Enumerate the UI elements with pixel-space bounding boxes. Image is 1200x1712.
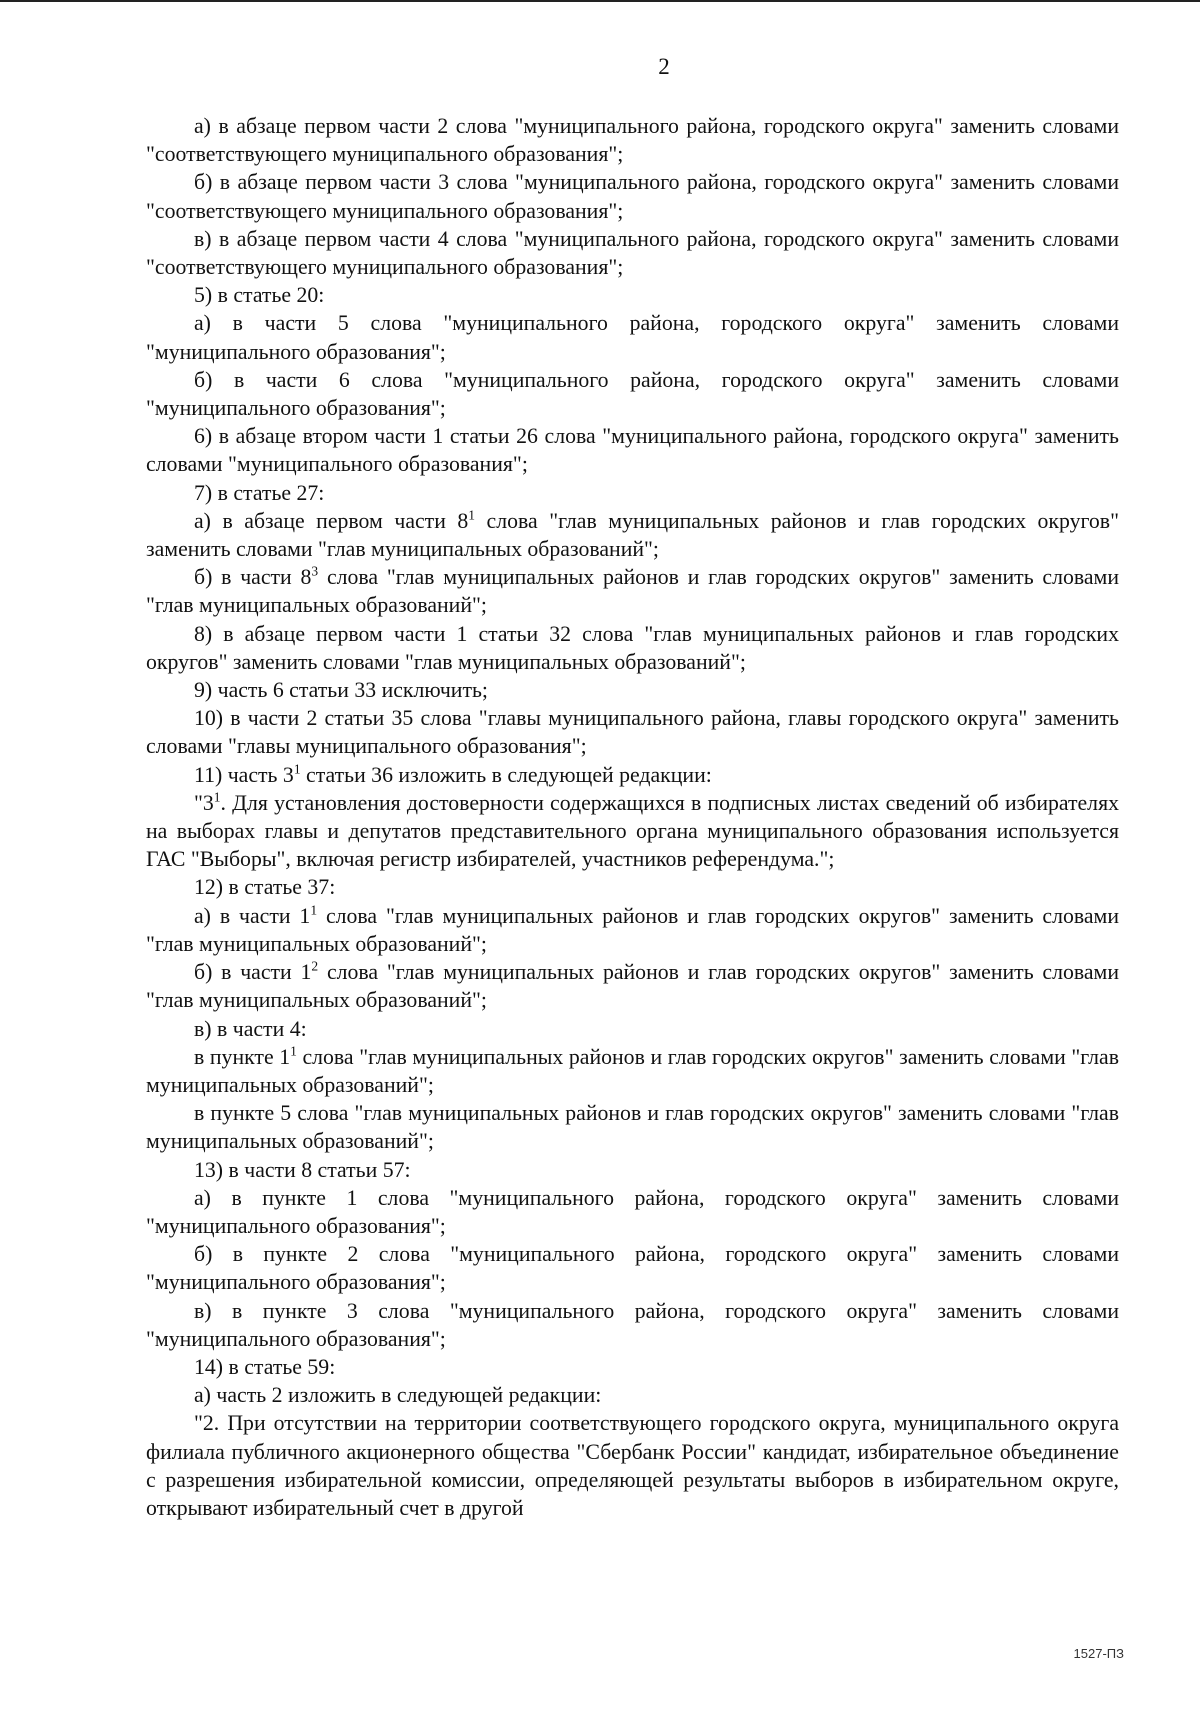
paragraph-text: в) в пункте 3 слова "муниципального района, городского округа" заменить словами "муниципального образования"; [146, 1298, 1119, 1351]
superscript: 1 [290, 1043, 297, 1059]
paragraph-text: б) в абзаце первом части 3 слова "муниципального района, городского округа" заменить словами "соответствующего муниципального образования"; [146, 170, 1119, 223]
superscript: 1 [213, 789, 221, 805]
paragraph [146, 112, 1119, 168]
paragraph-text: 13) в части 8 статьи 57: [194, 1157, 411, 1182]
paragraph-text: статьи 36 изложить в следующей редакции: [300, 762, 712, 787]
paragraph [146, 1381, 1119, 1409]
paragraph-text: слова "глав муниципальных районов и глав городских округов" заменить словами "глав муниципальных образований"; [146, 508, 1119, 562]
paragraph [146, 1099, 1119, 1155]
paragraph [146, 1240, 1119, 1296]
page-number: 2 [658, 54, 670, 79]
paragraph-text: 7) в статье 27: [194, 480, 325, 505]
paragraph-text: слова "глав муниципальных районов и глав городских округов" заменить словами "глав муниципальных образований"; [146, 903, 1119, 956]
paragraph-text: в) в части 4: [194, 1016, 307, 1041]
paragraph [146, 873, 1119, 901]
superscript: 3 [311, 563, 319, 579]
paragraph [146, 620, 1119, 676]
paragraph-text: в) в абзаце первом части 4 слова "муниципального района, городского округа" заменить словами "соответствующего муниципального образования"; [146, 226, 1119, 280]
paragraph-text: 11) часть 3 [194, 762, 294, 787]
paragraph-text: . Для установления достоверности содержащихся в подписных листах сведений об избирателях на выборах главы и депутатов представительного органа муниципального образования используется ГАС "Выборы", включая регистр избирателей, участников референдума."; [146, 790, 1119, 872]
document-code: 1527-ПЗ [1073, 1646, 1124, 1661]
paragraph-text: 10) в части 2 статьи 35 слова "главы муниципального района, главы городского округа" заменить словами "главы муниципального образования"; [146, 706, 1119, 759]
paragraph [146, 309, 1119, 365]
paragraph [146, 704, 1119, 760]
paragraph-text: 8) в абзаце первом части 1 статьи 32 слова "глав муниципальных районов и глав городских округов" заменить словами "глав муниципальных образований"; [146, 621, 1119, 674]
paragraph [146, 902, 1119, 958]
paragraph [146, 1043, 1119, 1099]
paragraph [146, 1409, 1119, 1522]
paragraph-text: а) в пункте 1 слова "муниципального района, городского округа" заменить словами "муниципального образования"; [146, 1185, 1119, 1238]
paragraph-text: а) в части 1 [194, 903, 311, 928]
paragraph-text: б) в пункте 2 слова "муниципального района, городского округа" заменить словами "муниципального образования"; [146, 1242, 1119, 1295]
paragraph-text: в пункте 5 слова "глав муниципальных районов и глав городских округов" заменить словами "глав муниципальных образований"; [146, 1101, 1119, 1154]
paragraph-text: б) в части 6 слова "муниципального района, городского округа" заменить словами "муниципального образования"; [146, 367, 1119, 421]
paragraph-text: слова "глав муниципальных районов и глав городских округов" заменить словами "глав муниципальных образований"; [146, 1044, 1119, 1097]
paragraph [146, 1297, 1119, 1353]
superscript: 1 [468, 507, 476, 523]
paragraph [146, 958, 1119, 1014]
paragraph-text: "3 [194, 790, 214, 815]
paragraph-text: "2. При отсутствии на территории соответствующего городского округа, муниципального округа филиала публичного акционерного общества "Сбербанк России" кандидат, избирательное объединение с разрешения избирательной комиссии, определяющей результаты выборов в избирательном округе, открывают избирательный счет в другой [146, 1411, 1119, 1520]
paragraph [146, 676, 1119, 704]
superscript: 1 [310, 902, 318, 918]
paragraph-text: 9) часть 6 статьи 33 исключить; [194, 678, 488, 703]
paragraph [146, 225, 1119, 281]
paragraph [146, 789, 1119, 874]
paragraph [146, 1156, 1119, 1184]
paragraph [146, 761, 1119, 789]
paragraph [146, 422, 1119, 478]
paragraph-text: в пункте 1 [194, 1044, 291, 1069]
top-border-line [0, 0, 1200, 2]
paragraph-text: слова "глав муниципальных районов и глав городских округов" заменить словами "глав муниципальных образований"; [146, 960, 1120, 1013]
paragraph-text: а) часть 2 изложить в следующей редакции: [194, 1383, 602, 1408]
paragraph [146, 1015, 1119, 1043]
paragraph [146, 281, 1119, 309]
paragraph-text: а) в абзаце первом части 8 [194, 508, 469, 533]
paragraph-text: б) в части 8 [194, 565, 312, 590]
paragraph-text: слова "глав муниципальных районов и глав городских округов" заменить словами "глав муниципальных образований"; [146, 565, 1120, 618]
paragraph [146, 563, 1119, 619]
paragraph-text: 5) в статье 20: [194, 283, 325, 308]
paragraph [146, 366, 1119, 422]
paragraph [146, 1353, 1119, 1381]
document-body [146, 112, 1119, 1522]
paragraph [146, 1184, 1119, 1240]
paragraph-text: 6) в абзаце втором части 1 статьи 26 слова "муниципального района, городского округа" заменить словами "муниципального образования"; [146, 424, 1119, 477]
paragraph [146, 507, 1119, 563]
paragraph [146, 168, 1119, 224]
paragraph-text: 12) в статье 37: [194, 875, 336, 900]
paragraph-text: б) в части 1 [194, 960, 312, 985]
superscript: 1 [293, 761, 301, 777]
paragraph-text: а) в абзаце первом части 2 слова "муниципального района, городского округа" заменить словами "соответствующего муниципального образования"; [146, 114, 1119, 167]
paragraph-text: 14) в статье 59: [194, 1354, 336, 1379]
paragraph-text: а) в части 5 слова "муниципального района, городского округа" заменить словами "муниципального образования"; [146, 311, 1119, 364]
superscript: 2 [311, 958, 319, 974]
paragraph [146, 479, 1119, 507]
